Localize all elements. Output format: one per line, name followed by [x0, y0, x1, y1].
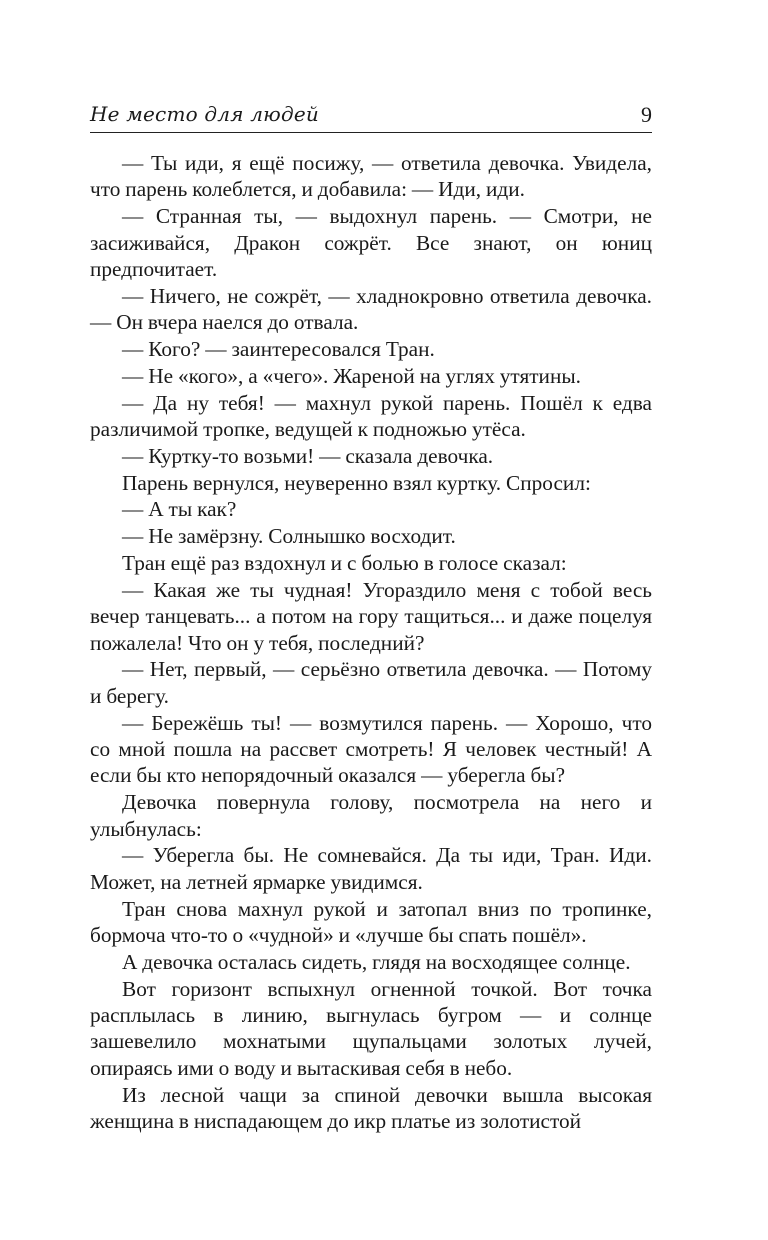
paragraph: — Какая же ты чудная! Угораздило меня с тобой весь вечер танцевать... а потом на гору тащиться... и даже поцелуя пожалела! Что он у тебя, последний?: [90, 577, 652, 655]
paragraph: Тран ещё раз вздохнул и с болью в голосе сказал:: [122, 551, 567, 575]
paragraph: — Бережёшь ты! — возмутился парень. — Хорошо, что со мной пошла на рассвет смотреть! Я человек честный! А если бы кто непорядочный оказался — уберегла бы?: [90, 710, 652, 788]
paragraph: А девочка осталась сидеть, глядя на восходящее солнце.: [122, 949, 631, 974]
running-head: [90, 100, 652, 132]
paragraph: Вот горизонт вспыхнул огненной точкой. Вот точка расплылась в линию, выгнулась бугром — и солнце зашевелило мохнатыми щупальцами золотых лучей, опираясь ими о воду и вытаскивая себя в небо.: [90, 976, 652, 1080]
header-rule: [90, 132, 652, 133]
paragraph: Девочка повернула голову, посмотрела на него и улыбнулась:: [90, 790, 652, 841]
body-text: [90, 150, 652, 1135]
paragraph: — Куртку-то возьми! — сказала девочка.: [122, 443, 494, 468]
paragraph: Из лесной чащи за спиной девочки вышла высокая женщина в ниспадающем до икр платье из золотистой: [90, 1082, 652, 1134]
running-title: Не место для людей: [90, 102, 319, 126]
paragraph: — Нет, первый, — серьёзно ответила девочка. — Потому и берегу.: [90, 657, 652, 708]
paragraph: — Странная ты, — выдохнул парень. — Смотри, не засиживайся, Дракон сожрёт. Все знают, он юниц предпочитает.: [90, 204, 652, 282]
paragraph: — Ты иди, я ещё посижу, — ответила девочка. Увидела, что парень колеблется, и добавила: — Иди, иди.: [90, 151, 652, 202]
paragraph: — Ничего, не сожрёт, — хладнокровно ответила девочка. — Он вчера наелся до отвала.: [90, 283, 652, 335]
page-number: 9: [641, 102, 652, 127]
paragraph: — Уберегла бы. Не сомневайся. Да ты иди, Тран. Иди. Может, на летней ярмарке увидимся.: [90, 843, 652, 894]
paragraph: — Да ну тебя! — махнул рукой парень. Пошёл к едва различимой тропке, ведущей к подножью утёса.: [90, 390, 652, 442]
paragraph: — А ты как?: [122, 497, 237, 522]
paragraph: Тран снова махнул рукой и затопал вниз по тропинке, бормоча что-то о «чудной» и «лучше бы спать пошёл».: [90, 896, 652, 948]
paragraph: — Кого? — заинтересовался Тран.: [122, 337, 435, 362]
paragraph: Парень вернулся, неуверенно взял куртку. Спросил:: [122, 470, 591, 495]
paragraph: — Не замёрзну. Солнышко восходит.: [122, 524, 456, 549]
paragraph: — Не «кого», а «чего». Жареной на углях утятины.: [122, 363, 581, 388]
